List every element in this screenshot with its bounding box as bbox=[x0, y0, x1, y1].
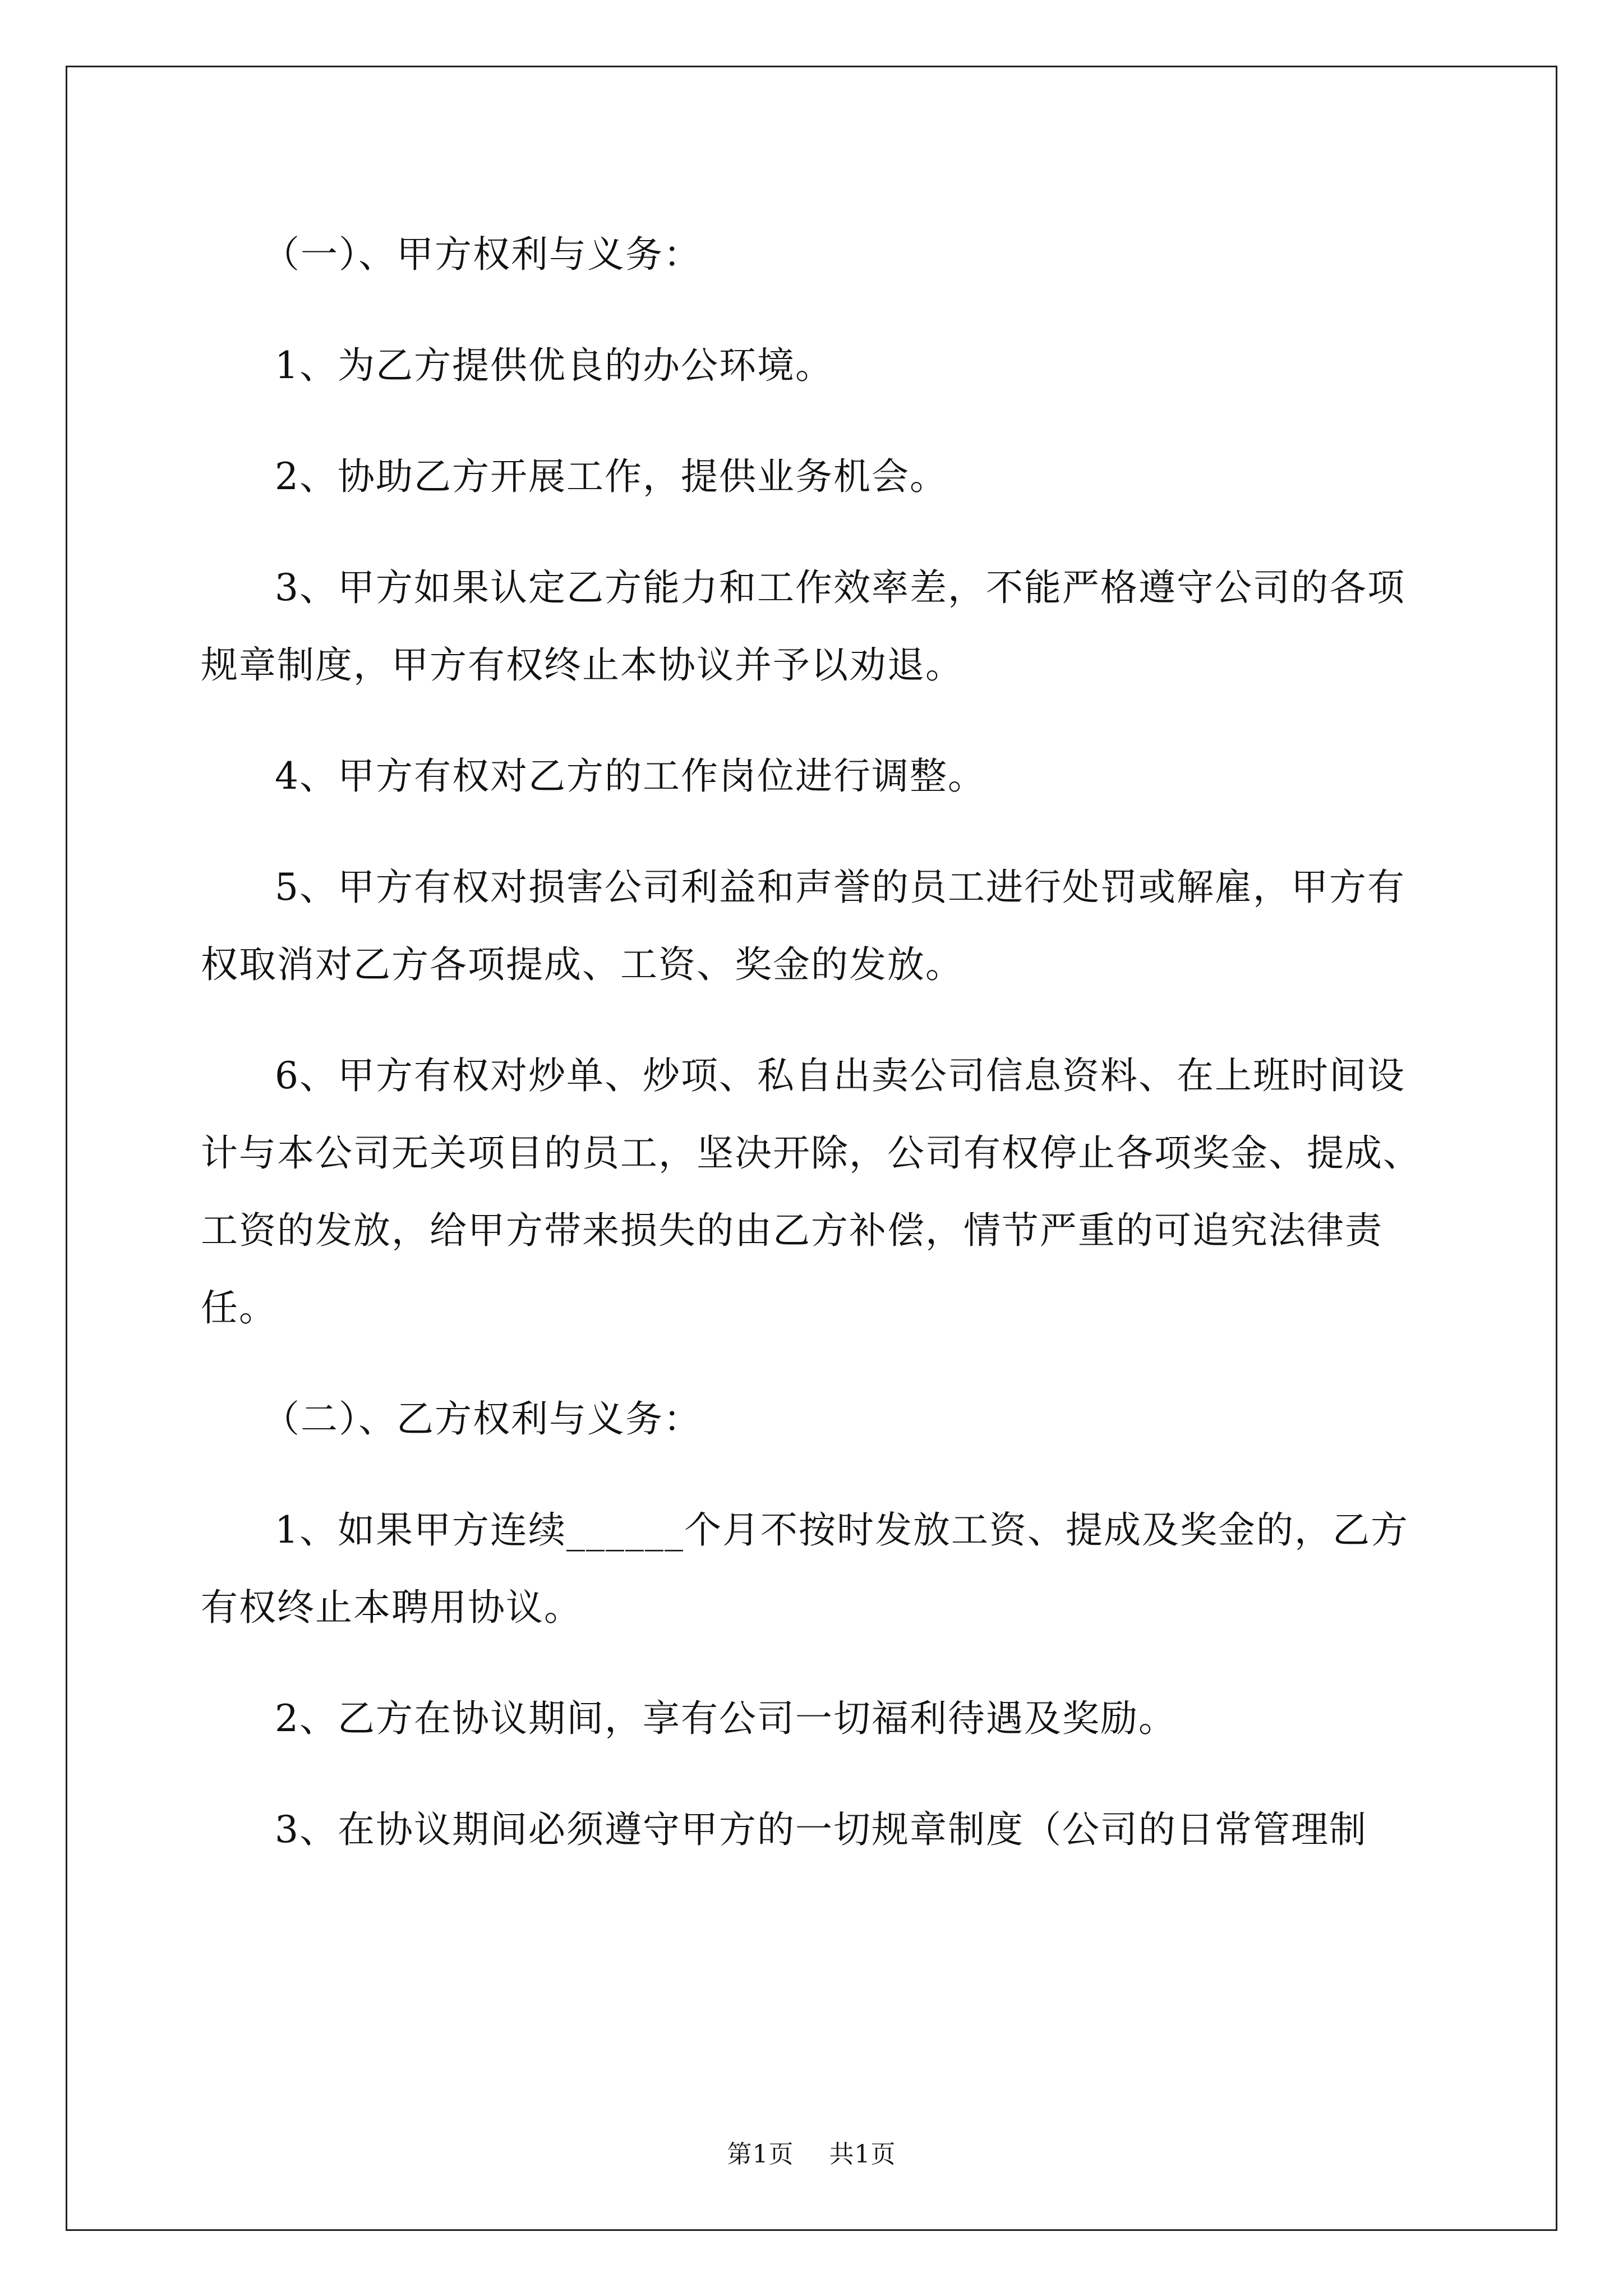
clause-b-3: 3、在协议期间必须遵守甲方的一切规章制度（公司的日常管理制 bbox=[275, 1808, 1367, 1851]
clause-a-3: 3、甲方如果认定乙方能力和工作效率差，不能严格遵守公司的各项规章制度，甲方有权终止本协议并予以劝退。 bbox=[201, 566, 1405, 687]
page-total: 共1页 bbox=[829, 2140, 896, 2169]
clause-a-1: 1、为乙方提供优良的办公环境。 bbox=[275, 344, 833, 387]
clause-a-6: 6、甲方有权对炒单、炒项、私自出卖公司信息资料、在上班时间设计与本公司无关项目的员工，坚决开除，公司有权停止各项奖金、提成、工资的发放，给甲方带来损失的由乙方补偿，情节严重的可追究法律责任。 bbox=[201, 1054, 1421, 1329]
document-body bbox=[201, 216, 1426, 1869]
page-footer bbox=[0, 2138, 1623, 2171]
clause-a-4: 4、甲方有权对乙方的工作岗位进行调整。 bbox=[275, 754, 986, 798]
clause-b-2: 2、乙方在协议期间，享有公司一切福利待遇及奖励。 bbox=[275, 1697, 1177, 1740]
section-heading-party-b: （二）、乙方权利与义务： bbox=[262, 1397, 702, 1441]
clause-a-5: 5、甲方有权对损害公司利益和声誉的员工进行处罚或解雇，甲方有权取消对乙方各项提成、工资、奖金的发放。 bbox=[201, 866, 1405, 986]
page-number: 第1页 bbox=[727, 2140, 794, 2169]
clause-b-1: 1、如果甲方连续______个月不按时发放工资、提成及奖金的，乙方有权终止本聘用协议。 bbox=[201, 1508, 1409, 1629]
section-heading-party-a: （一）、甲方权利与义务： bbox=[262, 233, 702, 276]
clause-a-2: 2、协助乙方开展工作，提供业务机会。 bbox=[275, 455, 948, 498]
